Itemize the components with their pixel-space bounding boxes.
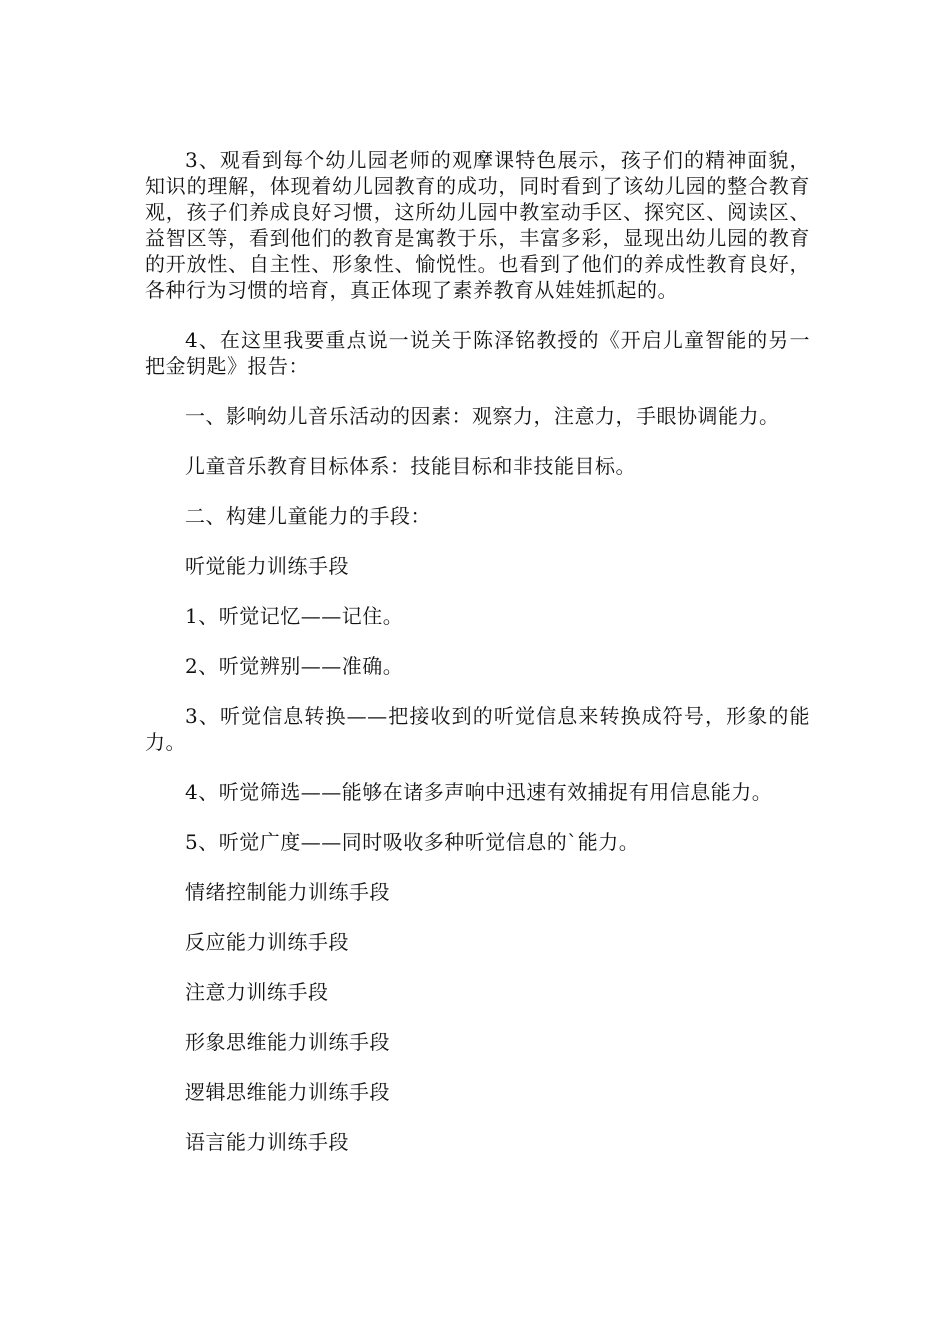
paragraph-means-heading: 二、构建儿童能力的手段： bbox=[185, 504, 431, 528]
paragraph-emotion-control: 情绪控制能力训练手段 bbox=[185, 880, 390, 904]
list-item: 2、听觉辨别——准确。 bbox=[185, 654, 404, 678]
paragraph-logic-thinking: 逻辑思维能力训练手段 bbox=[185, 1080, 390, 1104]
list-item: 4、听觉筛选——能够在诸多声响中迅速有效捕捉有用信息能力。 bbox=[185, 780, 773, 804]
paragraph-auditory-heading: 听觉能力训练手段 bbox=[185, 554, 349, 578]
paragraph-attention: 注意力训练手段 bbox=[185, 980, 329, 1004]
list-item: 1、听觉记忆——记住。 bbox=[185, 604, 404, 628]
list-item: 5、听觉广度——同时吸收多种听觉信息的`能力。 bbox=[185, 830, 640, 854]
paragraph-language: 语言能力训练手段 bbox=[185, 1130, 349, 1154]
paragraph-reaction: 反应能力训练手段 bbox=[185, 930, 349, 954]
paragraph-goal-system: 儿童音乐教育目标体系：技能目标和非技能目标。 bbox=[185, 454, 636, 478]
paragraph-report-intro: 4、在这里我要重点说一说关于陈泽铭教授的《开启儿童智能的另一把金钥匙》报告： bbox=[145, 328, 810, 378]
document-body bbox=[145, 147, 810, 1179]
paragraph-factors: 一、影响幼儿音乐活动的因素：观察力，注意力，手眼协调能力。 bbox=[185, 404, 780, 428]
paragraph-imagery-thinking: 形象思维能力训练手段 bbox=[185, 1030, 390, 1054]
paragraph-observation: 3、观看到每个幼儿园老师的观摩课特色展示，孩子们的精神面貌，知识的理解，体现着幼儿园教育的成功，同时看到了该幼儿园的整合教育观，孩子们养成良好习惯，这所幼儿园中教室动手区、探究区、阅读区、益智区等，看到他们的教育是寓教于乐，丰富多彩，显现出幼儿园的教育的开放性、自主性、形象性、愉悦性。也看到了他们的养成性教育良好，各种行为习惯的培育，真正体现了素养教育从娃娃抓起的。 bbox=[145, 148, 810, 302]
list-item: 3、听觉信息转换——把接收到的听觉信息来转换成符号，形象的能力。 bbox=[145, 704, 810, 754]
